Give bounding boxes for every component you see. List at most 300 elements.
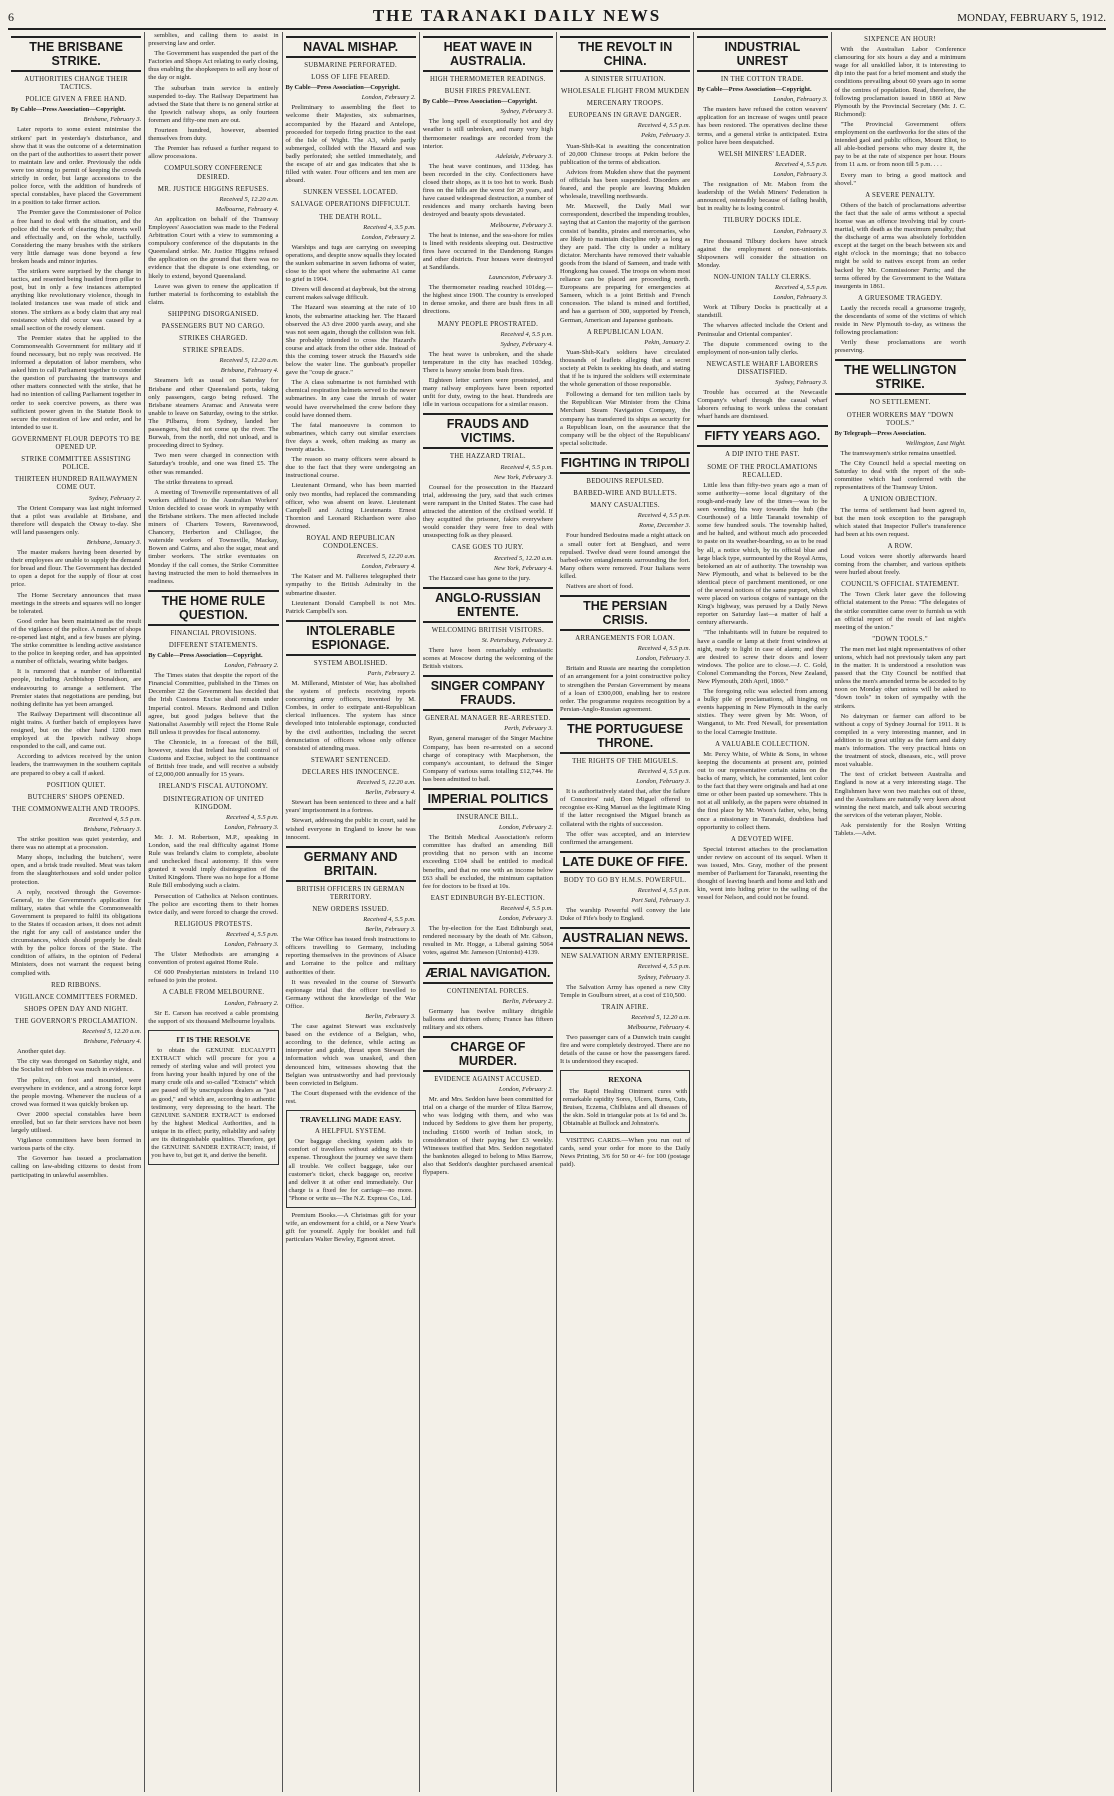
paragraph: Mr. Maxwell, the Daily Mail war correspondent, described the impending troubles, saying that at Canton the majority of the garrison consist of bandits, pirates and mercenaries, who are likely to maintain discipline only as long as they are paid. The city is under a military dictator. Merchants have removed their valuable goods from the island of Sameen, and trade with Hongkong has ceased. The troops on whom most reliance can be placed are proceeding north. Europeans are preparing for emergencies at Sameen, which is a joint British and French concession. The island is mined and fortified, and has a garrison of 300, supported by French, German, American and Japanese gunboats.: [560, 203, 691, 324]
paragraph: The masters have refused the cotton weavers' application for an increase of wages until peace has been restored. The operatives decline these terms, and a general strike is anticipated. Extra police have been despatched.: [697, 106, 828, 146]
paragraph: Divers will descend at daybreak, but the strong current makes salvage difficult.: [285, 286, 416, 302]
dateline: Received 4, 5.5 p.m.: [500, 463, 553, 471]
subhead: BEDOUINS REPULSED.: [586, 477, 664, 485]
dateline: London, February 3.: [498, 915, 553, 923]
column-1: [8, 32, 145, 1792]
headline: THE WELLINGTON STRIKE.: [835, 359, 966, 395]
headline: ANGLO-RUSSIAN ENTENTE.: [423, 587, 553, 623]
dateline: Received 4, 5.5 p.m.: [637, 963, 691, 971]
headline: FIFTY YEARS AGO.: [697, 425, 827, 447]
paragraph: The A class submarine is not furnished with chemical respiration helmets served to the newer submarines. In any case the inrush of water would have overwhelmed the crew before they could have donned them.: [285, 379, 416, 419]
paragraph: Sir E. Carson has received a cable promising the support of six thousand Melbourne loyalists.: [148, 1009, 279, 1025]
paragraph: The heat wave continues, and 113deg. has been recorded in the city. Confectioners have closed their shops, as it is too hot to work. Bush fires on the hills are the worst for 20 years, and have caused widespread destruction, a number of residences and many orchards having been destroyed and beauty spots devastated.: [422, 162, 553, 219]
dateline: Perth, February 3.: [504, 725, 553, 733]
paragraph: The Hazard was steaming at the rate of 10 knots, the submarine attacking her. The Hazard observed the A3 dive 2000 yards away, and she was not seen again, though the collision was felt. She probably intended to cross the Hazard's course and attack from the other side. Instead of this the coming tower struck the Hazard's side below the water line. The gunboat's propeller gave the "coup de grace.": [285, 304, 416, 377]
paragraph: Premium Books.—A Christmas gift for your wife, an endowment for a child, or a New Year's gift for yourself. Apply for booklet and full particulars Walter Bewley, Egmont street.: [285, 1211, 416, 1244]
dateline: Sydney, February 3.: [500, 108, 553, 116]
dateline: Received 4, 5.5 p.m.: [500, 330, 553, 338]
paragraph: The suburban train service is entirely suspended to-day. The Railway Department has advised the State that there is no general strike at the Ipswich railway shops, as only fourteen foremen and fifty-one men are out.: [148, 84, 279, 124]
paragraph: Little less than fifty-two years ago a man of some authority—some local dignitary of the rough-and-ready law of the times—was to be seen wending his way towards the hub (the Courthouse) of a little Taranaki township of some few hundred souls. The township halted, and he halted, and without much ado proceeded to paste on its weather-boarding, so as to be read by all, a notice which, by its official blue and large black type, surmounted by the Royal Arms, betokened an air of authority. The township was New Plymouth, and what is believed to be the identical piece of parchment mentioned, or one of the several notices of the same purport, which were placed on various coigns of vantage on the King's highway, was perused by a Daily News reporter on Saturday last—a matter of half a century afterwards.: [697, 481, 828, 627]
dateline: Brisbane, February 3.: [83, 116, 142, 124]
dateline: New York, February 3.: [493, 473, 553, 481]
subhead: NEWCASTLE WHARF LABORERS DISSATISFIED.: [706, 360, 819, 376]
advertisement: [148, 1030, 278, 1165]
subhead: CASE GOES TO JURY.: [451, 544, 524, 552]
paragraph: Work at Tilbury Docks is practically at a standstill.: [697, 304, 828, 320]
paragraph: The Times states that despite the report of the Financial Committee, published in the Times on December 22 the Government has decided that the Irish Customs Excise shall remain under Imperial control. Messrs. Redmond and Dillon agree, but good judges believe that the Nationalist Assembly will reject the Home Rule Bill unless it provides for fiscal autonomy.: [148, 672, 279, 736]
paragraph: The terms of settlement had been agreed to, but the men took exception to the paragraph which stated that Inspector Fuller's transference had been at his own request.: [834, 506, 966, 538]
dateline: Received 5, 12.20 a.m.: [493, 554, 553, 562]
paragraph: The by-election for the East Edinburgh seat, rendered necessary by the death of Mr. Gibson, resulted in Mr. Hogge, a Liberal gaining 5064 votes, against Mr. Jameson (Unionist) 4139.: [422, 925, 553, 957]
paragraph: The wharves affected include the Orient and Peninsular and Oriental companies'.: [697, 322, 828, 338]
subhead: WELSH MINERS' LEADER.: [718, 150, 807, 158]
subhead: INSURANCE BILL.: [456, 814, 519, 821]
ad-subhead: A HELPFUL SYSTEM.: [315, 1128, 387, 1136]
paragraph: The tramwaymen's strike remains unsettled.: [840, 449, 957, 457]
paragraph: Eighteen letter carriers were prostrated, and many railway employees have been reported unfit for duty, owing to the heat. Hundreds are idle in various occupations for a similar reason.: [422, 377, 553, 409]
subhead: A CABLE FROM MELBOURNE.: [162, 989, 265, 997]
headline: FRAUDS AND VICTIMS.: [423, 413, 553, 449]
ad-headline: REXONA: [608, 1075, 643, 1085]
dateline: London, February 4.: [361, 563, 416, 571]
paragraph: Lastly the records recall a gruesome tragedy, the descendants of some of the victims of which reside in New Plymouth to-day, as witness the following proclamation:: [834, 304, 966, 337]
paragraph: Two passenger cars of a Dunwich train caught fire and were completely destroyed. There are no details of the cause or how the passengers fared. It is understood they escaped.: [560, 1034, 691, 1066]
paragraph: The heat wave is unbroken, and the shade temperature in the city has reached 103deg. There is heavy smoke from bush fires.: [422, 350, 553, 374]
dateline: Received 4, 5.5 p.m.: [637, 512, 691, 520]
paragraph: The Home Secretary announces that mass meetings in the streets and squares will no longer be tolerated.: [11, 591, 142, 615]
subhead: BUTCHERS' SHOPS OPENED.: [27, 793, 125, 801]
dateline: Received 5, 12.20 a.m.: [219, 357, 279, 365]
subhead: BRITISH OFFICERS IN GERMAN TERRITORY.: [296, 885, 405, 901]
paragraph: Vigilance committees have been formed in various parts of the city.: [11, 1137, 142, 1153]
headline: THE HOME RULE QUESTION.: [148, 590, 278, 626]
subhead: MANY PEOPLE PROSTRATED.: [437, 320, 539, 328]
headline: SINGER COMPANY FRAUDS.: [423, 675, 553, 711]
dateline: St. Petersburg, February 2.: [481, 636, 553, 644]
headline: NAVAL MISHAP.: [286, 36, 416, 58]
paragraph: It is rumored that a number of influential people, including Archbishop Donaldson, are endeavouring to arrange a settlement. The Premier states that negotiations are pending, but nothing definite has yet been arranged.: [11, 668, 142, 708]
paragraph: The Railway Department will discontinue all night trains. A further batch of employees have resigned, but on the other hand 1200 men employed at the Ipswich railway shops responded to the call, and came out.: [11, 710, 142, 751]
paragraph: The dispute commenced owing to the employment of non-union tally clerks.: [697, 340, 828, 356]
subhead: CONTINENTAL FORCES.: [446, 987, 529, 995]
paragraph: The City Council held a special meeting on Saturday to deal with the report of the sub-committee which had conferred with the representatives of the Tramway Union.: [834, 460, 966, 492]
paragraph: The Premier gave the Commissioner of Police a free hand to deal with the situation, and the police did the work of clearing the streets well and effectually and, on the whole, tactfully. Considering the many brushes with the strikers very little damage was done beyond a few broken heads and minor injuries.: [11, 209, 142, 265]
ad-text: to obtain the GENUINE EUCALYPTI EXTRACT which will procure for you a remedy of sterling value and will protect you from having your health injured by one of the many crude oils and so-called "Extracts" which are passed off by unscrupulous dealers as "just as good," and which are, according to authentic testimony, very depressing to the heart. The GENUINE SANDER EXTRACT is endorsed by the highest Medical Authorities, and is unique in its effect; purity, reliability and safety are its distinguishable qualities. Therefore, get the GENUINE SANDER EXTRACT; insist, if you have to, but get it, and derive the benefit.: [151, 1046, 276, 1160]
byline: By Cable—Press Association—Copyright.: [422, 98, 538, 106]
subhead: IN THE COTTON TRADE.: [720, 76, 804, 83]
subhead: SUNKEN VESSEL LOCATED.: [303, 189, 399, 197]
paragraph: The warship Powerful will convey the late Duke of Fife's body to England.: [560, 907, 691, 923]
paragraph: With the Australian Labor Conference clamouring for six hours a day and a minimum wage for all unskilled labor, it is interesting to dip into the past for a brief moment and study the conditions prevailing about 60 years ago in some of the centres of population. Read, therefore, the following proclamation issued in 1860 at New Plymouth by the Provincial Secretary (Mr. J. C. Richmond):: [834, 46, 966, 118]
ad-headline: TRAVELLING MADE EASY.: [300, 1115, 402, 1125]
paragraph: The test of cricket between Australia and England is now at a very interesting stage. The Englishmen have won two matches out of three, and the Australians are naturally very keen about winning the next match, and talk about securing the services of the veteran player, Noble.: [834, 771, 966, 819]
subhead: DISINTEGRATION OF UNITED KINGDOM.: [162, 795, 264, 811]
subhead: EUROPEANS IN GRAVE DANGER.: [568, 112, 682, 120]
paragraph: VISITING CARDS.—When you run out of cards, send your order for more to the Daily News Printing, 3/6 for 50 or 4/- for 100 (postage paid).: [560, 1137, 691, 1169]
subhead: A DEVOTED WIFE.: [731, 835, 794, 843]
dateline: Received 4, 5.5 p.m.: [774, 284, 828, 292]
subhead: SUBMARINE PERFORATED.: [304, 62, 398, 69]
subhead: A ROW.: [887, 542, 913, 550]
subhead: AUTHORITIES CHANGE THEIR TACTICS.: [24, 76, 128, 92]
paragraph: Stewart has been sentenced to three and a half years' imprisonment in a fortress.: [285, 799, 416, 815]
paragraph: Advices from Mukden show that the payment of officials has been suspended. Disorders are feared, and the people are leaving Mukden wholesale, travelling northwards.: [560, 168, 691, 201]
subhead: "DOWN TOOLS.": [872, 635, 928, 643]
paragraph: Preliminary to assembling the fleet to welcome their Majesties, six submarines, accompanied by the Hazard and Antelope, proceeded for torpedo firing practice to the east of the Isle of Wight. The A3, while partly submerged, collided with the Hazard and was badly perforated; she settled immediately, and the escape of air and gas indicates that she is filled with water. Four officers and ten men are aboard.: [285, 104, 416, 185]
paragraph: The Premier has refused a further request to allow processions.: [148, 145, 279, 161]
dateline: Berlin, February 3.: [365, 926, 416, 934]
dateline: Port Said, February 3.: [631, 897, 691, 905]
ad-text: The Rapid Healing Ointment cures with remarkable rapidity Sores, Ulcers, Burns, Cuts, Bruises, Eczema, Chilblains and all diseases of the skin. Sold in triangular pots at 1s 6d and 3s. Obtainable at Bullock and Johnston's.: [563, 1087, 688, 1127]
issue-date: MONDAY, FEBRUARY 5, 1912.: [957, 12, 1106, 24]
paragraph: Many shops, including the butchers', were open, and a brisk trade resulted. Meat was taken from the slaughterhouses and sold under police protection.: [11, 854, 142, 886]
ad-text: Our baggage checking system adds to comfort of travellers without adding to their expense. Throughout the journey we save them all trouble. We collect baggage, take our customer's ticket, check baggage on, receive and deliver it at other end immediately. Our charge is a fixed fee for carriage—no more. "Phone or write us—The N.Z. Express Co., Ltd.: [288, 1138, 413, 1202]
subhead: RED RIBBONS.: [51, 981, 102, 989]
paragraph: Verily these proclamations are worth preserving.: [834, 339, 966, 355]
subhead: THE DEATH ROLL.: [319, 213, 383, 221]
paragraph: Germany has twelve military dirigible balloons and thirteen others; France has fifteen military and six others.: [422, 1007, 553, 1031]
paragraph: The strike threatens to spread.: [154, 478, 234, 486]
paragraph: Steamers left as usual on Saturday for Brisbane and other Queensland ports, taking only passengers, cargo being refused. The Brisbane steamers Aramac and Arawata were unable to leave on Saturday, owing to the strike. The Pilbarra, from Sydney, landed her passengers, but did not come up the river. The Burwah, from the north, did not unload, and is proceeding direct to Sydney.: [148, 377, 279, 450]
subhead: STEWART SENTENCED.: [310, 756, 391, 764]
ad-headline: IT IS THE RESOLVE: [176, 1034, 251, 1044]
dateline: Received 5, 12.20 a.m.: [356, 779, 416, 787]
masthead: [8, 6, 1106, 30]
dateline: London, February 2.: [498, 824, 553, 832]
paragraph: The War Office has issued fresh instructions to officers travelling to Germany, including reporting themselves in the provinces of Alsace and Lorraine to the police and military authorities of their.: [285, 936, 416, 976]
subhead: MR. JUSTICE HIGGINS REFUSES.: [157, 185, 269, 193]
paragraph: Two men were charged in connection with Saturday's trouble, and one was fined £5. The other was remanded.: [148, 452, 279, 476]
dateline: Received 5, 12.20 a.m.: [82, 1028, 142, 1036]
subhead: THE HAZZARD TRIAL.: [449, 453, 526, 461]
dateline: Paris, February 2.: [367, 669, 416, 677]
subhead: NEW ORDERS ISSUED.: [312, 905, 389, 913]
dateline: Received 4, 5.5 p.m.: [637, 122, 691, 130]
subhead: PASSENGERS BUT NO CARGO.: [161, 323, 265, 330]
subhead: HIGH THERMOMETER READINGS.: [429, 76, 546, 83]
paragraph: The heat is intense, and the sea-shore for miles is lined with residents sleeping out. Destructive fires have occurred in the Dandenong Ranges and other districts. Four houses were destroyed at Sandilands.: [422, 231, 553, 271]
paragraph: The Court dispensed with the evidence of the rest.: [285, 1089, 416, 1105]
paragraph: It was revealed in the course of Stewart's espionage trial that the officer travelled to Germany without the knowledge of the War Office.: [285, 978, 416, 1010]
subhead: THIRTEEN HUNDRED RAILWAYMEN COME OUT.: [14, 476, 138, 492]
subhead: STRIKE SPREADS.: [182, 347, 245, 355]
paragraph: Ask persistently for the Roslyn Writing Tablets.—Advt.: [834, 821, 966, 837]
paragraph: The offer was accepted, and an interview confirmed the arrangement.: [560, 830, 691, 846]
paragraph: The Salvation Army has opened a new City Temple in Goulburn street, at a cost of £10,500.: [560, 983, 691, 999]
subhead: POSITION QUIET.: [46, 781, 106, 789]
columns: [8, 32, 1106, 1792]
subhead: SIXPENCE AN HOUR!: [864, 36, 937, 43]
paragraph: The Governor has issued a proclamation calling on law-abiding citizens to desist from participating in unlawful assemblies.: [11, 1155, 142, 1179]
paragraph: The Town Clerk later gave the following official statement to the Press: "The delegates of the strike committee came over to furnish us with an official report of the result of last night's meeting of the union.": [834, 591, 966, 631]
dateline: Brisbane, February 4.: [83, 1038, 142, 1046]
subhead: GENERAL MANAGER RE-ARRESTED.: [425, 715, 551, 723]
subhead: COMPULSORY CONFERENCE DESIRED.: [164, 165, 263, 181]
dateline: Melbourne, February 3.: [490, 221, 553, 229]
paragraph: It is authoritatively stated that, after the failure of Conceiros' raid, Don Miguel offered to recognise ex-King Manuel as the legitimate King if the latter recognised the Miguel branch as collateral with the rights of succession.: [560, 788, 691, 828]
dateline: Received 4, 5.5 p.m.: [637, 768, 691, 775]
dateline: Brisbane, January 3.: [86, 538, 142, 546]
paragraph: Later reports to some extent minimise the strikers' part in yesterday's disturbance, and show that it was the outcome of a determination on the part of the authorities to assert their power to maintain law and order. Previously the odds were too strong to permit of keeping the crowds strictly in order, but large accessions to the police force, with the addition of hundreds of special constables, have placed the Government in a position to take firmer action.: [11, 126, 142, 207]
subhead: A GRUESOME TRAGEDY.: [858, 294, 943, 302]
dateline: London, February 3.: [224, 823, 279, 831]
paragraph: Yuan-Shih-Kai's soldiers have circulated thousands of leaflets alleging that a secret society at Pekin is seeking his death, and stating that if he is injured the soldiers will exterminate the whole generation of those responsible.: [560, 348, 691, 389]
dateline: Berlin, February 2.: [502, 997, 553, 1005]
newspaper-title: THE TARANAKI DAILY NEWS: [372, 6, 662, 25]
subhead: SHIPPING DISORGANISED.: [167, 310, 259, 318]
dateline: London, February 3.: [636, 655, 691, 663]
subhead: A UNION OBJECTION.: [863, 496, 938, 504]
paragraph: No dairyman or farmer can afford to be without a copy of Sydney Journal for 1911. It is compiled in a very interesting manner, and in addition to its great utility as the farm and dairy man's information. The very practical hints on the treatment of stock, diseases, etc., will prove most valuable.: [834, 712, 966, 769]
paragraph: The fatal manoeuvre is common to submarines, which carry out similar exercises five days a week, often making as many as twenty attacks.: [285, 421, 416, 454]
dateline: Melbourne, February 4.: [215, 205, 279, 213]
dateline: London, February 3.: [773, 227, 828, 235]
dateline: Received 5, 12.20 a.m.: [219, 195, 279, 203]
headline: INTOLERABLE ESPIONAGE.: [286, 620, 416, 656]
paragraph: The Orient Company was last night informed that a pilot was available at Brisbane, and therefore will despatch the Otway to-day. She will land passengers only.: [11, 504, 142, 536]
column-3: [283, 32, 420, 1792]
paragraph: Persecution of Catholics at Nelson continues. The police are escorting them to their homes twice daily, and were forced to charge the crowd.: [148, 892, 279, 916]
column-7: [832, 32, 969, 1792]
subhead: WHOLESALE FLIGHT FROM MUKDEN: [561, 88, 690, 96]
advertisement: [286, 1110, 416, 1208]
dateline: Received 4, 5.5 p.m.: [637, 645, 691, 653]
headline: IMPERIAL POLITICS: [423, 788, 553, 810]
subhead: VIGILANCE COMMITTEES FORMED.: [14, 993, 138, 1001]
dateline: Rome, December 3.: [638, 522, 691, 530]
dateline: London, February 3.: [636, 778, 691, 786]
paragraph: "The inhabitants will in future be required to have a candle or lamp at their front windows at night, ready to light in case of alarm; and they are desired to screw their doors and lower windows. The police are to close.—J. C. Gold, Colonel Commanding the Forces, New Zealand, New Plymouth, 20th April, 1860.": [697, 629, 828, 685]
dateline: London, February 2.: [498, 1086, 553, 1094]
paragraph: Loud voices were shortly afterwards heard coming from the chamber, and various epithets were hurled about freely.: [834, 552, 966, 577]
headline: INDUSTRIAL UNREST: [697, 36, 827, 72]
subhead: SOME OF THE PROCLAMATIONS RECALLED.: [707, 463, 818, 479]
paragraph: Every man to bring a good mattock and shovel.": [834, 171, 966, 187]
subhead: FINANCIAL PROVISIONS.: [170, 629, 257, 637]
paragraph: Natives are short of food.: [566, 582, 634, 590]
headline: THE PORTUGUESE THRONE.: [560, 718, 690, 754]
paragraph: Trouble has occurred at the Newcastle Company's wharf through the casual wharf laborers refusing to work unless the constant wharf hands are dismissed.: [697, 389, 828, 421]
subhead: MANY CASUALTIES.: [590, 502, 660, 510]
dateline: Received 4, 5.5 p.m.: [774, 160, 828, 168]
subhead: DIFFERENT STATEMENTS.: [168, 641, 258, 649]
dateline: Received 5, 12.20 a.m.: [631, 1013, 691, 1021]
paragraph: According to advices received by the union leaders, the tramwaymen in the southern capitals are prepared to obey a call if asked.: [11, 753, 142, 777]
paragraph: The resignation of Mr. Mabon from the leadership of the Welsh Miners' Federation is announced, ostensibly because of failing health, but in reality he is losing control.: [697, 181, 828, 213]
column-6: [694, 32, 831, 1792]
headline: HEAT WAVE IN AUSTRALIA.: [423, 36, 553, 72]
dateline: Melbourne, February 4.: [627, 1023, 691, 1031]
paragraph: Leave was given to renew the application if further material is forthcoming to establish the claim.: [148, 282, 279, 306]
paragraph: A meeting of Townsville representatives of all workers affiliated to the Australian Workers' Union decided to cease work in sympathy with the Brisbane strikers. The men affected include miners of Charters Towers, Ravenswood, Chancery, Herberton and Chillagoe, the waterside workers of Townsville, Mackay, Bowen and Cairns, and also the sugar, meat and timber workers. The strike eventuates on Monday if the call comes, the Strike Committee having instructed the men to hold themselves in readiness.: [148, 488, 279, 585]
paragraph: The strikers were surprised by the change in tactics, and resented being hustled from pillar to post, but in only a few instances attempted anything like revolutionary violence, though in isolated instances use was made of stick and stones. The strikers as a body claim that any real resistance which did occur was caused by a small section of the rowdy element.: [11, 268, 142, 332]
subhead: WELCOMING BRITISH VISITORS.: [431, 626, 544, 634]
subhead: NON-UNION TALLY CLERKS.: [713, 273, 812, 281]
dateline: London, February 2.: [224, 662, 279, 670]
headline: GERMANY AND BRITAIN.: [286, 846, 416, 882]
column-2: [145, 32, 282, 1792]
dateline: Berlin, February 4.: [365, 789, 416, 797]
paragraph: Ryan, general manager of the Singer Machine Company, has been re-arrested on a second charge of conspiracy with Macpherson, the company's accountant, to defraud the Singer Company of various sums totalling £12,744. He has been admitted to bail.: [422, 735, 553, 783]
headline: LATE DUKE OF FIFE.: [560, 851, 690, 873]
paragraph: An application on behalf of the Tramway Employees' Association was made to the Federal Arbitration Court with a view to summoning a compulsory conference of the disputants in the Queensland strike. Mr. Justice Higgins refused the application on the ground that there was no evidence that the dispute is one extending, or likely to extend, beyond Queensland.: [148, 215, 279, 280]
dateline: Received 5, 12.20 a.m.: [356, 553, 416, 561]
headline: THE BRISBANE STRIKE.: [11, 36, 141, 72]
dateline: Received 4, 5.5 p.m.: [637, 886, 691, 894]
subhead: SYSTEM ABOLISHED.: [313, 659, 388, 667]
paragraph: The strike position was quiet yesterday, and there was no attempt at a procession.: [11, 836, 142, 852]
dateline: Sydney, February 3.: [637, 973, 691, 981]
subhead: THE RIGHTS OF THE MIGUELS.: [572, 757, 679, 765]
paragraph: There have been remarkably enthusiastic scenes at Moscow during the welcoming of the British visitors.: [422, 646, 553, 671]
paragraph: Another quiet day.: [17, 1048, 66, 1056]
subhead: NEW SALVATION ARMY ENTERPRISE.: [561, 953, 690, 961]
headline: AUSTRALIAN NEWS.: [560, 927, 690, 949]
paragraph: The Ulster Methodists are arranging a convention of protest against Home Rule.: [148, 951, 279, 967]
paragraph: Over 2000 special constables have been enrolled, but so far their services have not been largely utilised.: [11, 1110, 142, 1135]
subhead: THE GOVERNOR'S PROCLAMATION.: [14, 1017, 138, 1025]
byline: By Cable—Press Association—Copyright.: [11, 106, 126, 114]
byline: By Cable—Press Association—Copyright.: [148, 652, 263, 659]
headline: THE REVOLT IN CHINA.: [560, 36, 690, 72]
dateline: Sydney, February 4.: [500, 340, 553, 348]
subhead: A VALUABLE COLLECTION.: [715, 740, 810, 748]
paragraph: Following a demand for ten million taels by the Republican War Minister from the China Merchant Steam Navigation Company, the company has transferred its ships as security for a Republican loan, on the assurance that the company will be the object of the Republicans' special solicitude.: [560, 391, 691, 447]
dateline: Sydney, February 2.: [88, 494, 142, 502]
paragraph: Counsel for the prosecution in the Hazzard trial, addressing the jury, said that such crimes were rampant in the United States. The case had attracted the attention of the civilised world. If they acquitted the prisoner, fakirs everywhere would consider they were free to deal with unsuspecting folk as they pleased.: [422, 483, 553, 540]
paragraph: The long spell of exceptionally hot and dry weather is still unbroken, and many very high thermometer readings are recorded from the interior.: [422, 118, 553, 150]
subhead: POLICE GIVEN A FREE HAND.: [25, 96, 127, 104]
paragraph: Good order has been maintained as the result of the vigilance of the police. A number of shops re-opened last night, and a few buses are plying. The strike committee is lending active assistance to the police in keeping order, and has appointed a number of officials, wearing white badges.: [11, 617, 142, 666]
subhead: LOSS OF LIFE FEARED.: [311, 74, 391, 82]
dateline: London, February 3.: [773, 294, 828, 302]
paragraph: The Kaiser and M. Fallieres telegraphed their sympathy to the British Admiralty in the submarine disaster.: [285, 573, 416, 597]
paragraph: Yuan-Shih-Kai is awaiting the concentration of 20,000 Chinese troops at Pekin before the publication of the terms of abdication.: [560, 142, 691, 166]
paragraph: Four hundred Bedouins made a night attack on a small outer fort at Benghazi, and were repulsed. Twelve dead were found amongst the barbed-wire entanglements surrounding the fort. Many others were removed. Four Italians were killed.: [560, 532, 691, 580]
paragraph: The reason so many officers were aboard is due to the fact that they were undergoing an instructional course.: [285, 456, 416, 480]
paragraph: The Government has suspended the part of the Factories and Shops Act relating to early closing, thus enabling the shopkeepers to sell any hour of the day or night.: [148, 50, 279, 82]
dateline: London, February 3.: [773, 170, 828, 178]
subhead: IRELAND'S FISCAL AUTONOMY.: [158, 783, 268, 791]
paragraph: The thermometer reading reached 101deg.—the highest since 1900. The country is enveloped in dense smoke, and there are bush fires in all directions.: [422, 284, 553, 316]
subhead: THE COMMONWEALTH AND TROOPS.: [12, 805, 141, 813]
dateline: Received 4, 3.5 p.m.: [363, 223, 416, 231]
dateline: Berlin, February 3.: [365, 1013, 416, 1020]
advertisement: [560, 1070, 690, 1133]
paragraph: Stewart, addressing the public in court, said he wished everyone in England to know he was innocent.: [285, 817, 416, 841]
paragraph: semblies, and calling them to assist in preserving law and order.: [148, 32, 279, 48]
paragraph: The Hazzard case has gone to the jury.: [428, 574, 531, 582]
dateline: London, February 2.: [224, 999, 279, 1007]
subhead: STRIKES CHARGED.: [179, 335, 248, 343]
subhead: TILBURY DOCKS IDLE.: [723, 217, 802, 225]
paragraph: Lieutenant Ormand, who has been married only two months, had replaced the commanding officer, who was absent on leave. Lieutenant Campbell and Acting Lieutenants Ernest Thornton and Leonard Richardson were also drowned.: [285, 482, 416, 530]
dateline: Brisbane, February 4.: [220, 367, 279, 375]
paragraph: The foregoing relic was selected from among a bulky pile of proclamations, all hinging on events happening in New Plymouth in the early sixties. They were given by Mr. Woon, of Wanganui, to Mr. Fred Newall, for presentation to the local Carnegie Institute.: [697, 688, 828, 736]
dateline: Received 4, 5.5 p.m.: [500, 904, 553, 912]
dateline: New York, February 4.: [493, 564, 553, 572]
headline: ÆRIAL NAVIGATION.: [423, 962, 553, 984]
paragraph: Fire thousand Tilbury dockers have struck against the employment of non-unionists. Shipowners will consider the situation on Monday.: [697, 237, 828, 269]
paragraph: The police, on foot and mounted, were everywhere in evidence, and a strong force kept the people moving. Whenever the nucleus of a crowd was formed it was quickly broken up.: [11, 1076, 142, 1108]
dateline: Adelaide, February 3.: [495, 152, 553, 160]
dateline: London, February 3.: [224, 941, 279, 948]
paragraph: The case against Stewart was exclusively based on the evidence of a Belgian, who, according to the defence, while acting as interpreter and guide, thrust upon Stewart the information which was unasked, and then denounced him, witnesses showing that the Belgian was untrustworthy and had previously been convicted in Belgium.: [285, 1023, 416, 1087]
subhead: A REPUBLICAN LOAN.: [586, 328, 664, 336]
column-5: [557, 32, 694, 1792]
subhead: BODY TO GO BY H.M.S. POWERFUL.: [563, 876, 687, 884]
subhead: SALVAGE OPERATIONS DIFFICULT.: [291, 201, 411, 209]
subhead: OTHER WORKERS MAY "DOWN TOOLS.": [846, 411, 954, 427]
paragraph: A reply, received through the Governor-General, to the Government's application for military, states that while the Commonwealth Government is prepared to fulfil its obligations to the States if occasion arises, it does not admit the right for any call of assistance under the circumstances, which should properly be dealt with by the police forces of the State. The condition of affairs, in the opinion of Federal Ministers, does not warrant the request being complied with.: [11, 888, 142, 977]
subhead: STRIKE COMMITTEE ASSISTING POLICE.: [21, 456, 131, 472]
headline: THE PERSIAN CRISIS.: [560, 595, 690, 631]
dateline: London, February 2.: [361, 233, 416, 241]
subhead: MERCENARY TROOPS.: [586, 100, 664, 108]
subhead: BUSH FIRES PREVALENT.: [444, 88, 532, 96]
dateline: Received 4, 5.5 p.m.: [225, 813, 279, 821]
dateline: Brisbane, February 3.: [83, 825, 142, 833]
paragraph: Mr. and Mrs. Seddon have been committed for trial on a charge of the murder of Eliza Barrow, who was lodging with them, and who was induced by Seddons to give them her property, including £1600 worth of Indian stock, in consideration of their paying her £3 weekly. Witnesses testified that Mrs. Seddon negotiated the banknotes alleged to belong to Miss Barrow, also that Seddon's daughter purchased arsenical flypapers.: [422, 1096, 553, 1176]
paragraph: The men met last night representatives of other unions, which had not previously taken any part in the matter. It is understood a resolution was passed that the City Council be notified that unless the men's amended terms be acceded to by noon on Monday other unions will be asked to "down tools" in token of sympathy with the strikers.: [834, 645, 966, 710]
dateline: Sydney, February 3.: [775, 379, 828, 386]
dateline: Wellington, Last Night.: [905, 439, 966, 447]
dateline: Launceston, February 3.: [488, 274, 553, 282]
subhead: RELIGIOUS PROTESTS.: [174, 920, 253, 928]
paragraph: M. Millerand, Minister of War, has abolished the system of prefects receiving reports concerning army officers, invented by M. Combes, in order to extirpate anti-Republican clerical influences. The system has since developed into intolerable espionage, conducted by the civil authorities, including the secret denunciation of officers whose only offence consisted of attending mass.: [285, 680, 416, 752]
subhead: A DIP INTO THE PAST.: [725, 451, 800, 459]
subhead: EVIDENCE AGAINST ACCUSED.: [434, 1075, 542, 1083]
byline: By Cable—Press Association—Copyright.: [697, 86, 812, 94]
subhead: A SEVERE PENALTY.: [865, 191, 936, 199]
byline: By Telegraph—Press Association.: [834, 429, 926, 437]
subhead: GOVERNMENT FLOUR DEPOTS TO BE OPENED UP.: [11, 435, 141, 452]
page-number: 6: [8, 10, 14, 24]
paragraph: The British Medical Association's reform committee has drafted an amending Bill providing that no person with an income exceeding £104 shall be entitled to medical benefits, and that no one with an income below £63 shall be excluded, the minimum capitation fee for doctors to be fixed at 10s.: [422, 834, 553, 890]
dateline: Pekin, January 2.: [644, 338, 691, 346]
paragraph: "The Provincial Government offers employment on the earthworks for the sites of the intended gaol and public offices, Mount Eliot, to all able-bodied persons who may desire it, the pay to be at the rate of sixpence per hour. Hours from 11 a.m. or from noon till 5 p.m. . . .: [834, 120, 966, 169]
headline: FIGHTING IN TRIPOLI: [560, 452, 690, 474]
subhead: ROYAL AND REPUBLICAN CONDOLENCES.: [306, 534, 396, 551]
paragraph: Britain and Russia are nearing the completion of an arrangement for a joint constructive policy to strengthen the Persian Government by means of a loan of £300,000, enabling her to restore order. The programme requires recognition by a Persian-Anglo-Russian agreement.: [560, 665, 691, 713]
paragraph: Mr. Percy White, of White & Sons, in whose keeping the documents at present are, pointed out to our representative certain stains on the backs of many, which, he commented, lent color to the fact that they were originals and had at one time or other been pasted up somewhere. This is not at all unlikely, as the papers were obtained in the first place by Mr. Woon's father, who, being once a missionary in Taranaki, doubtless had opportunity to collect them.: [697, 750, 828, 831]
dateline: Pekin, February 3.: [641, 132, 691, 140]
subhead: A SINISTER SITUATION.: [584, 76, 666, 83]
subhead: BARBED-WIRE AND BULLETS.: [573, 490, 677, 498]
paragraph: Others of the batch of proclamations advertise the fact that the sale of arms without a special license was an offence involving trial by court-martial, with death as the maximum penalty; that the discharge of arms was absolutely forbidden except at the target on the beach between six and eight o'clock in the mornings; that no tobacco might be sold to natives except from an order backed by Mr. Commissioner Parris; and the terms offered by the Government to the Waitara insurgents in 1861.: [834, 201, 966, 290]
paragraph: The Premier states that he applied to the Commonwealth Government for military aid if found necessary, but no reply was received. He informed a deputation of labor members, who asked him to call Parliament together to consider the question of purchasing the tramways and other matters connected with the strike, that he had no intention of calling Parliament together in order to seek coercive powers, as there was sufficient power given in the Statute Book to secure the restoration of law and order, and he intended to use it.: [11, 334, 142, 431]
subhead: COUNCIL'S OFFICIAL STATEMENT.: [841, 581, 960, 589]
paragraph: The master makers having been deserted by their employees are unable to supply the demand for bread and flour. The Government has decided to open a depot for the supply of flour at cost price.: [11, 549, 142, 589]
subhead: DECLARES HIS INNOCENCE.: [301, 768, 400, 776]
dateline: London, February 2.: [361, 94, 416, 102]
headline: CHARGE OF MURDER.: [423, 1036, 553, 1072]
column-4: [420, 32, 557, 1792]
subhead: ARRANGEMENTS FOR LOAN.: [575, 635, 675, 643]
subhead: NO SETTLEMENT.: [869, 399, 931, 407]
subhead: EAST EDINBURGH BY-ELECTION.: [430, 894, 545, 902]
paragraph: Mr. J. M. Robertson, M.P., speaking in London, said the real difficulty against Home Rule was Ireland's claim to complete, absolute and unchecked fiscal autonomy. If this were granted it would imply disintegration of the United Kingdom. There was no hope for a Home Rule Bill embodying such a claim.: [148, 833, 279, 890]
subhead: SHOPS OPEN DAY AND NIGHT.: [24, 1005, 128, 1013]
subhead: TRAIN AFIRE.: [601, 1003, 649, 1011]
byline: By Cable—Press Association—Copyright.: [285, 84, 400, 92]
paragraph: The city was thronged on Saturday night, and the Socialist red ribbon was much in evidence.: [11, 1058, 142, 1074]
paragraph: Warships and tugs are carrying on sweeping operations, and despite snow squalls they located the sunken submarine in seven fathoms of water, close to the spot where the submarine A1 came to grief in 1904.: [285, 243, 416, 284]
paragraph: Of 600 Presbyterian ministers in Ireland 110 refused to join the protest.: [148, 969, 279, 985]
dateline: Received 4, 5.5 p.m.: [363, 915, 416, 923]
paragraph: Special interest attaches to the proclamation under review on account of its sequel. When it was issued, Mrs. Gray, mother of the present member of Parliament for Taranaki, resenting the thought of leaving hearth and home and kith and kin, went into hiding prior to the sailing of the vessel for Nelson, and could not be found.: [697, 845, 828, 902]
paragraph: Lieutenant Donald Campbell is not Mrs. Patrick Campbell's son.: [285, 599, 416, 615]
